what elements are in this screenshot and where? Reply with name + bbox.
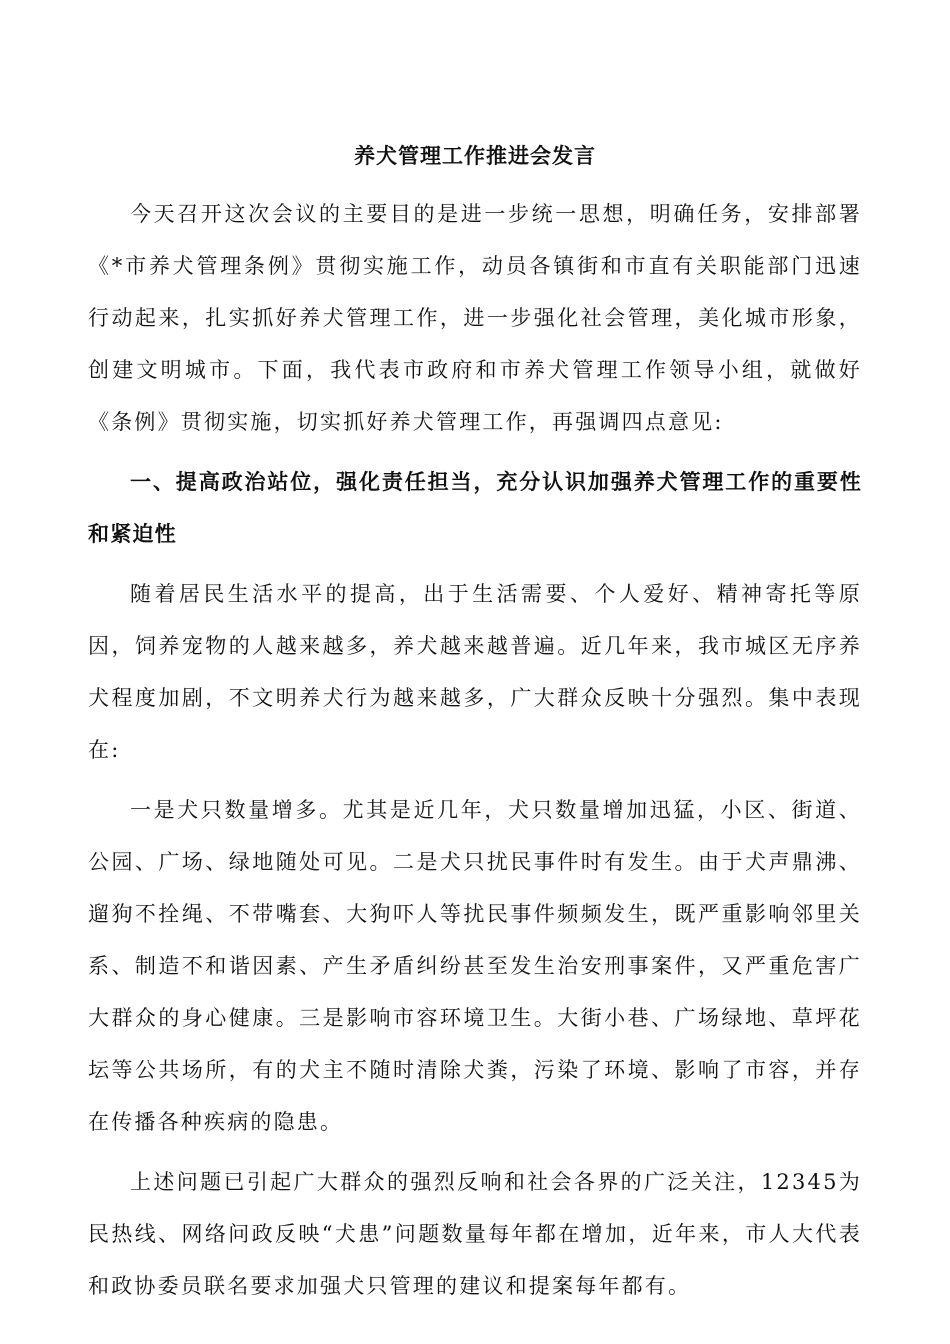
- section-heading-1: 一、提高政治站位，强化责任担当，充分认识加强养犬管理工作的重要性和紧迫性: [88, 469, 862, 546]
- paragraph-background: 随着居民生活水平的提高，出于生活需要、个人爱好、精神寄托等原因，饲养宠物的人越来越多，养犬越来越普遍。近几年来，我市城区无序养犬程度加剧，不文明养犬行为越来越多，广大群众反映十分强烈。集中表现在:: [88, 582, 862, 762]
- paragraph-problems: 一是犬只数量增多。尤其是近几年，犬只数量增加迅猛，小区、街道、公园、广场、绿地随处可见。二是犬只扰民事件时有发生。由于犬声鼎沸、遛狗不拴绳、不带嘴套、大狗吓人等扰民事件频频发生，既严重影响邻里关系、制造不和谐因素、产生矛盾纠纷甚至发生治安刑事案件，又严重危害广大群众的身心健康。三是影响市容环境卫生。大街小巷、广场绿地、草坪花坛等公共场所，有的犬主不随时清除犬粪，污染了环境、影响了市容，并存在传播各种疾病的隐患。: [88, 798, 862, 1134]
- paragraph-intro: 今天召开这次会议的主要目的是进一步统一思想，明确任务，安排部署《*市养犬管理条例》贯彻实施工作，动员各镇街和市直有关职能部门迅速行动起来，扎实抓好养犬管理工作，进一步强化社会管理，美化城市形象，创建文明城市。下面，我代表市政府和市养犬管理工作领导小组，就做好《条例》贯彻实施，切实抓好养犬管理工作，再强调四点意见:: [88, 202, 862, 434]
- paragraph-public-concern: 上述问题已引起广大群众的强烈反响和社会各界的广泛关注，12345为民热线、网络问政反映“犬患”问题数量每年都在增加，近年来，市人大代表和政协委员联名要求加强犬只管理的建议和提案每年都有。: [88, 1170, 862, 1298]
- document-title: 养犬管理工作推进会发言: [354, 143, 596, 168]
